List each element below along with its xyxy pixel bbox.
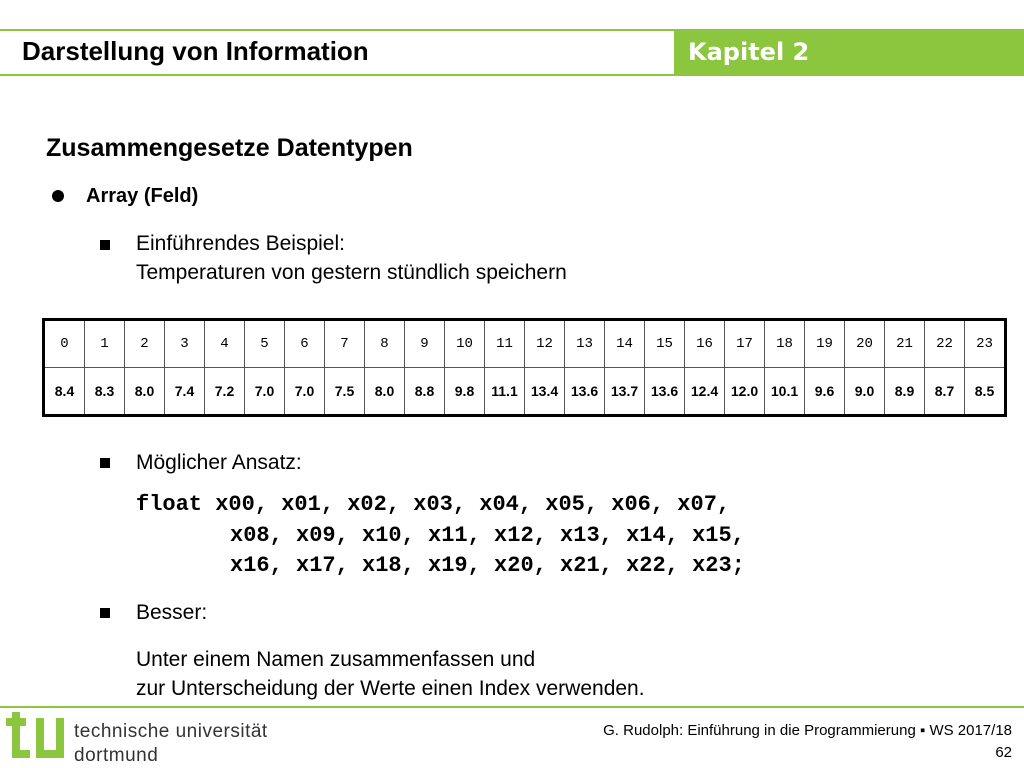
square-bullet-icon bbox=[100, 608, 110, 618]
bullet-array: Array (Feld) bbox=[86, 185, 199, 207]
tu-logo-icon bbox=[6, 712, 70, 764]
index-cell: 20 bbox=[845, 320, 885, 368]
index-cell: 21 bbox=[885, 320, 925, 368]
value-cell: 13.7 bbox=[605, 368, 645, 416]
intro-example bbox=[136, 229, 567, 287]
chapter-badge bbox=[674, 30, 1024, 74]
index-cell: 8 bbox=[365, 320, 405, 368]
square-bullet-icon bbox=[100, 240, 110, 250]
header-bottom-line bbox=[0, 74, 1024, 76]
index-cell: 9 bbox=[405, 320, 445, 368]
value-cell: 8.0 bbox=[125, 368, 165, 416]
index-cell: 22 bbox=[925, 320, 965, 368]
index-cell: 4 bbox=[205, 320, 245, 368]
intro-example-line2: Temperaturen von gestern stündlich speichern bbox=[136, 261, 567, 284]
code-line-1: float x00, x01, x02, x03, x04, x05, x06, x07, bbox=[136, 492, 731, 517]
index-row bbox=[44, 320, 1006, 368]
value-cell: 8.7 bbox=[925, 368, 965, 416]
value-cell: 7.0 bbox=[245, 368, 285, 416]
bullet-dot-icon bbox=[52, 190, 64, 202]
index-cell: 23 bbox=[965, 320, 1006, 368]
value-cell: 13.4 bbox=[525, 368, 565, 416]
value-cell: 8.4 bbox=[44, 368, 85, 416]
page-number: 62 bbox=[995, 744, 1012, 761]
university-line2: dortmund bbox=[74, 745, 159, 766]
value-cell: 12.0 bbox=[725, 368, 765, 416]
value-cell: 8.0 bbox=[365, 368, 405, 416]
code-line-2: x08, x09, x10, x11, x12, x13, x14, x15, bbox=[230, 523, 745, 548]
index-cell: 10 bbox=[445, 320, 485, 368]
better-label: Besser: bbox=[136, 601, 208, 624]
temperature-table bbox=[42, 318, 1007, 417]
section-heading: Zusammengesetze Datentypen bbox=[46, 134, 413, 162]
index-cell: 11 bbox=[485, 320, 525, 368]
index-cell: 0 bbox=[44, 320, 85, 368]
value-cell: 10.1 bbox=[765, 368, 805, 416]
index-cell: 15 bbox=[645, 320, 685, 368]
value-cell: 9.6 bbox=[805, 368, 845, 416]
intro-example-line1: Einführendes Beispiel: bbox=[136, 232, 345, 255]
index-cell: 7 bbox=[325, 320, 365, 368]
better-explanation bbox=[136, 645, 645, 703]
footer-author: G. Rudolph: Einführung in die Programmierung ▪ WS 2017/18 bbox=[603, 722, 1012, 739]
square-bullet-icon bbox=[100, 458, 110, 468]
university-name bbox=[74, 720, 268, 768]
index-cell: 19 bbox=[805, 320, 845, 368]
value-cell: 9.0 bbox=[845, 368, 885, 416]
footer-credit bbox=[603, 720, 1012, 764]
value-cell: 13.6 bbox=[565, 368, 605, 416]
value-cell: 7.5 bbox=[325, 368, 365, 416]
index-cell: 12 bbox=[525, 320, 565, 368]
possible-approach: Möglicher Ansatz: bbox=[136, 451, 302, 474]
value-cell: 9.8 bbox=[445, 368, 485, 416]
value-cell: 8.9 bbox=[885, 368, 925, 416]
index-cell: 3 bbox=[165, 320, 205, 368]
footer-line bbox=[0, 706, 1024, 708]
index-cell: 1 bbox=[85, 320, 125, 368]
value-cell: 8.8 bbox=[405, 368, 445, 416]
index-cell: 18 bbox=[765, 320, 805, 368]
value-cell: 7.4 bbox=[165, 368, 205, 416]
value-cell: 8.3 bbox=[85, 368, 125, 416]
slide-header-title: Darstellung von Information bbox=[22, 36, 369, 66]
chapter-label: Kapitel 2 bbox=[688, 38, 810, 66]
code-line-3: x16, x17, x18, x19, x20, x21, x22, x23; bbox=[230, 553, 745, 578]
value-cell: 11.1 bbox=[485, 368, 525, 416]
index-cell: 2 bbox=[125, 320, 165, 368]
value-cell: 8.5 bbox=[965, 368, 1006, 416]
value-row bbox=[44, 368, 1006, 416]
index-cell: 16 bbox=[685, 320, 725, 368]
index-cell: 17 bbox=[725, 320, 765, 368]
index-cell: 5 bbox=[245, 320, 285, 368]
index-cell: 6 bbox=[285, 320, 325, 368]
value-cell: 7.0 bbox=[285, 368, 325, 416]
better-line2: zur Unterscheidung der Werte einen Index verwenden. bbox=[136, 677, 645, 700]
value-cell: 13.6 bbox=[645, 368, 685, 416]
value-cell: 12.4 bbox=[685, 368, 725, 416]
university-line1: technische universität bbox=[74, 721, 268, 742]
value-cell: 7.2 bbox=[205, 368, 245, 416]
index-cell: 14 bbox=[605, 320, 645, 368]
better-line1: Unter einem Namen zusammenfassen und bbox=[136, 648, 536, 671]
index-cell: 13 bbox=[565, 320, 605, 368]
